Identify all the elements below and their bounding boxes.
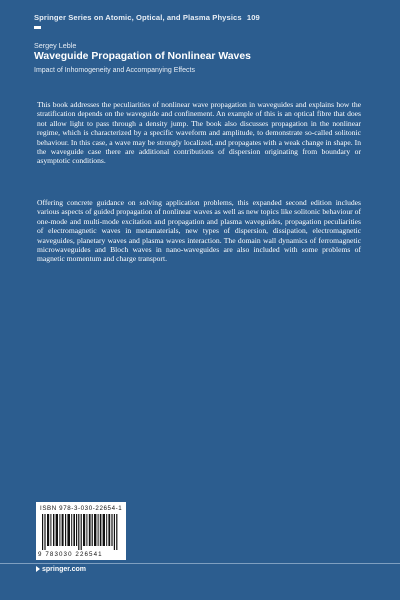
series-volume: 109 — [246, 13, 260, 22]
series-name: Springer Series on Atomic, Optical, and Plasma Physics — [34, 13, 242, 22]
isbn-text: ISBN 978-3-030-22654-1 — [40, 505, 123, 512]
book-subtitle: Impact of Inhomogeneity and Accompanying Effects — [34, 67, 195, 74]
website-label: springer.com — [42, 566, 86, 573]
arrow-right-icon — [36, 566, 40, 572]
author-name: Sergey Leble — [34, 41, 77, 50]
barcode-panel — [36, 502, 126, 560]
barcode-digits: 9 783030 226541 — [38, 551, 103, 558]
publisher-website[interactable] — [36, 566, 86, 573]
book-title: Waveguide Propagation of Nonlinear Waves — [34, 51, 251, 62]
accent-rule — [34, 26, 41, 29]
footer-divider — [0, 563, 400, 564]
series-line — [34, 13, 260, 22]
blurb-paragraph-1: This book addresses the peculiarities of nonlinear wave propagation in waveguides and explains how the stratification depends on the waveguide and confinement. An example of this is an optical fibre that does not allow light to pass through a density jump. The book also discusses propagation in the nonlinear regime, which is characterized by a specific waveform and amplitude, to demonstrate so-called solitonic behaviour. In this case, a wave may be strongly localized, and propagates with a weak change in shape. In the waveguide case there are additional contributions of dispersion originating from boundary or asymptotic conditions. — [37, 100, 361, 166]
blurb-paragraph-2: Offering concrete guidance on solving application problems, this expanded second edition includes various aspects of guided propagation of nonlinear waves as well as new topics like solitonic behaviour of one-mode and multi-mode excitation and propagation and plasma waveguides, propagation peculiarities of electromagnetic waves in metamaterials, new types of dispersion, dissipation, electromagnetic waveguides, planetary waves and plasma waves interaction. The domain wall dynamics of ferromagnetic microwaveguides and Bloch waves in nano-waveguides are also included with some problems of magnetic momentum and charge transport. — [37, 198, 361, 264]
barcode-graphic — [42, 514, 120, 550]
